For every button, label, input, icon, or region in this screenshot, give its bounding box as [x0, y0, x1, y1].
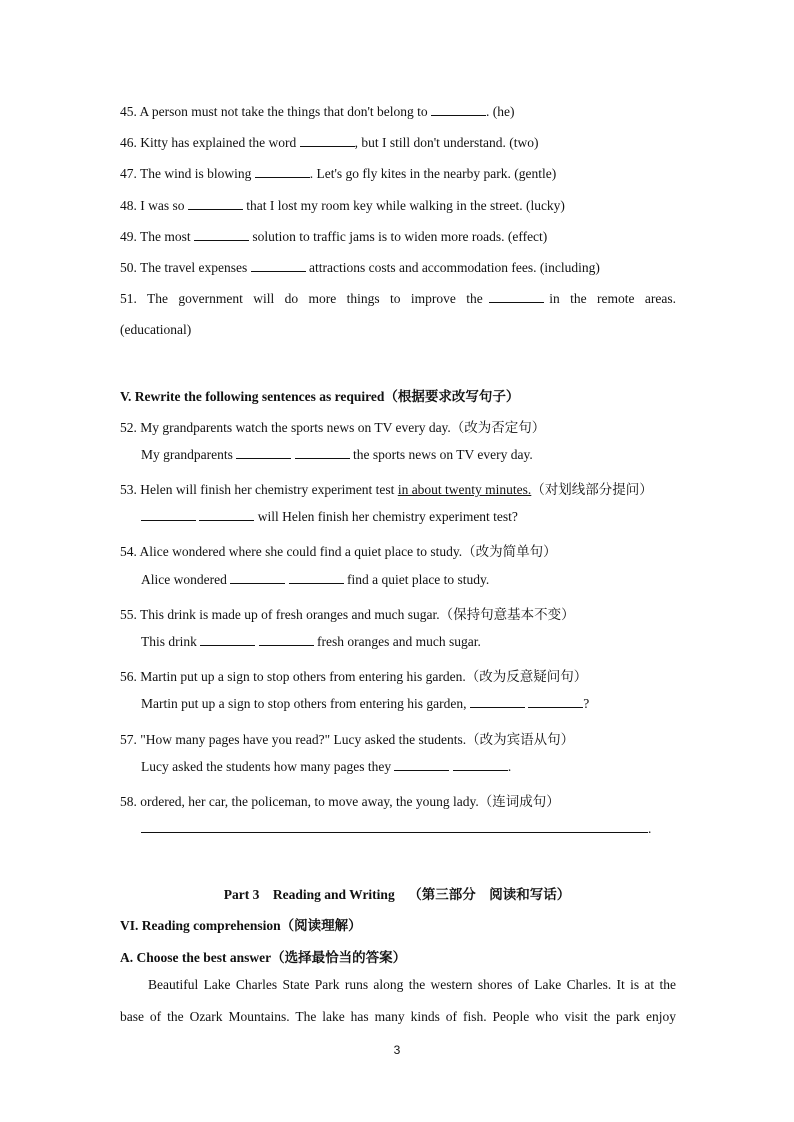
section-v-heading: V. Rewrite the following sentences as required（根据要求改写句子）: [120, 389, 520, 404]
question-46: 46. Kitty has explained the word , but I still don't understand. (two): [120, 135, 539, 150]
answer-blank[interactable]: [259, 634, 314, 646]
passage-line-2: base of the Ozark Mountains. The lake has many kinds of fish. People who visit the park enjoy: [120, 1009, 676, 1024]
answer-blank[interactable]: [431, 104, 486, 116]
question-49: 49. The most solution to traffic jams is to widen more roads. (effect): [120, 229, 548, 244]
answer-line-54: Alice wondered find a quiet place to study.: [141, 572, 490, 587]
question-52: 52. My grandparents watch the sports news on TV every day.（改为否定句）: [120, 420, 546, 435]
answer-blank[interactable]: [489, 291, 544, 303]
answer-blank[interactable]: [188, 198, 243, 210]
question-45: 45. A person must not take the things that don't belong to . (he): [120, 104, 515, 119]
answer-blank[interactable]: [255, 166, 310, 178]
answer-blank[interactable]: [200, 634, 255, 646]
answer-blank[interactable]: [300, 135, 355, 147]
question-58: 58. ordered, her car, the policeman, to move away, the young lady.（连词成句）: [120, 794, 560, 809]
question-57: 57. "How many pages have you read?" Lucy asked the students.（改为宾语从句）: [120, 732, 575, 747]
underlined-phrase: in about twenty minutes.: [397, 482, 532, 497]
question-56: 56. Martin put up a sign to stop others from entering his garden.（改为反意疑问句）: [120, 669, 588, 684]
answer-line-53: will Helen finish her chemistry experiment test?: [141, 509, 518, 525]
answer-line-57: Lucy asked the students how many pages they .: [141, 759, 512, 774]
answer-line-55: This drink fresh oranges and much sugar.: [141, 634, 481, 649]
answer-blank[interactable]: [453, 759, 508, 771]
section-a-heading: A. Choose the best answer（选择最恰当的答案）: [120, 950, 407, 965]
answer-blank[interactable]: [141, 509, 196, 521]
answer-line-58: .: [141, 821, 651, 837]
answer-blank[interactable]: [230, 572, 285, 584]
question-53: 53. Helen will finish her chemistry experiment test in about twenty minutes.（对划线部分提问）: [120, 482, 653, 497]
passage-line-1: Beautiful Lake Charles State Park runs along the western shores of Lake Charles. It is at the: [148, 977, 676, 992]
question-55: 55. This drink is made up of fresh oranges and much sugar.（保持句意基本不变）: [120, 607, 575, 622]
question-51-continuation: (educational): [120, 322, 192, 337]
answer-blank[interactable]: [236, 447, 291, 459]
answer-blank[interactable]: [528, 696, 583, 708]
answer-blank[interactable]: [470, 696, 525, 708]
question-47: 47. The wind is blowing . Let's go fly kites in the nearby park. (gentle): [120, 166, 557, 181]
answer-blank[interactable]: [251, 260, 306, 272]
section-vi-heading: VI. Reading comprehension（阅读理解）: [120, 918, 362, 933]
page-number: 3: [393, 1043, 401, 1057]
question-54: 54. Alice wondered where she could find a quiet place to study.（改为简单句）: [120, 544, 557, 559]
answer-blank[interactable]: [289, 572, 344, 584]
question-48: 48. I was so that I lost my room key while walking in the street. (lucky): [120, 198, 565, 213]
answer-blank[interactable]: [194, 229, 249, 241]
question-51: 51. The government will do more things to improve the in the remote areas.: [120, 291, 676, 306]
answer-blank[interactable]: [199, 509, 254, 521]
question-50: 50. The travel expenses attractions costs and accommodation fees. (including): [120, 260, 600, 275]
answer-line-56: Martin put up a sign to stop others from entering his garden, ?: [141, 696, 590, 711]
answer-blank-long[interactable]: [141, 821, 648, 833]
answer-line-52: My grandparents the sports news on TV every day.: [141, 447, 533, 462]
part-3-heading: Part 3 Reading and Writing （第三部分 阅读和写话）: [223, 887, 571, 902]
answer-blank[interactable]: [394, 759, 449, 771]
answer-blank[interactable]: [295, 447, 350, 459]
